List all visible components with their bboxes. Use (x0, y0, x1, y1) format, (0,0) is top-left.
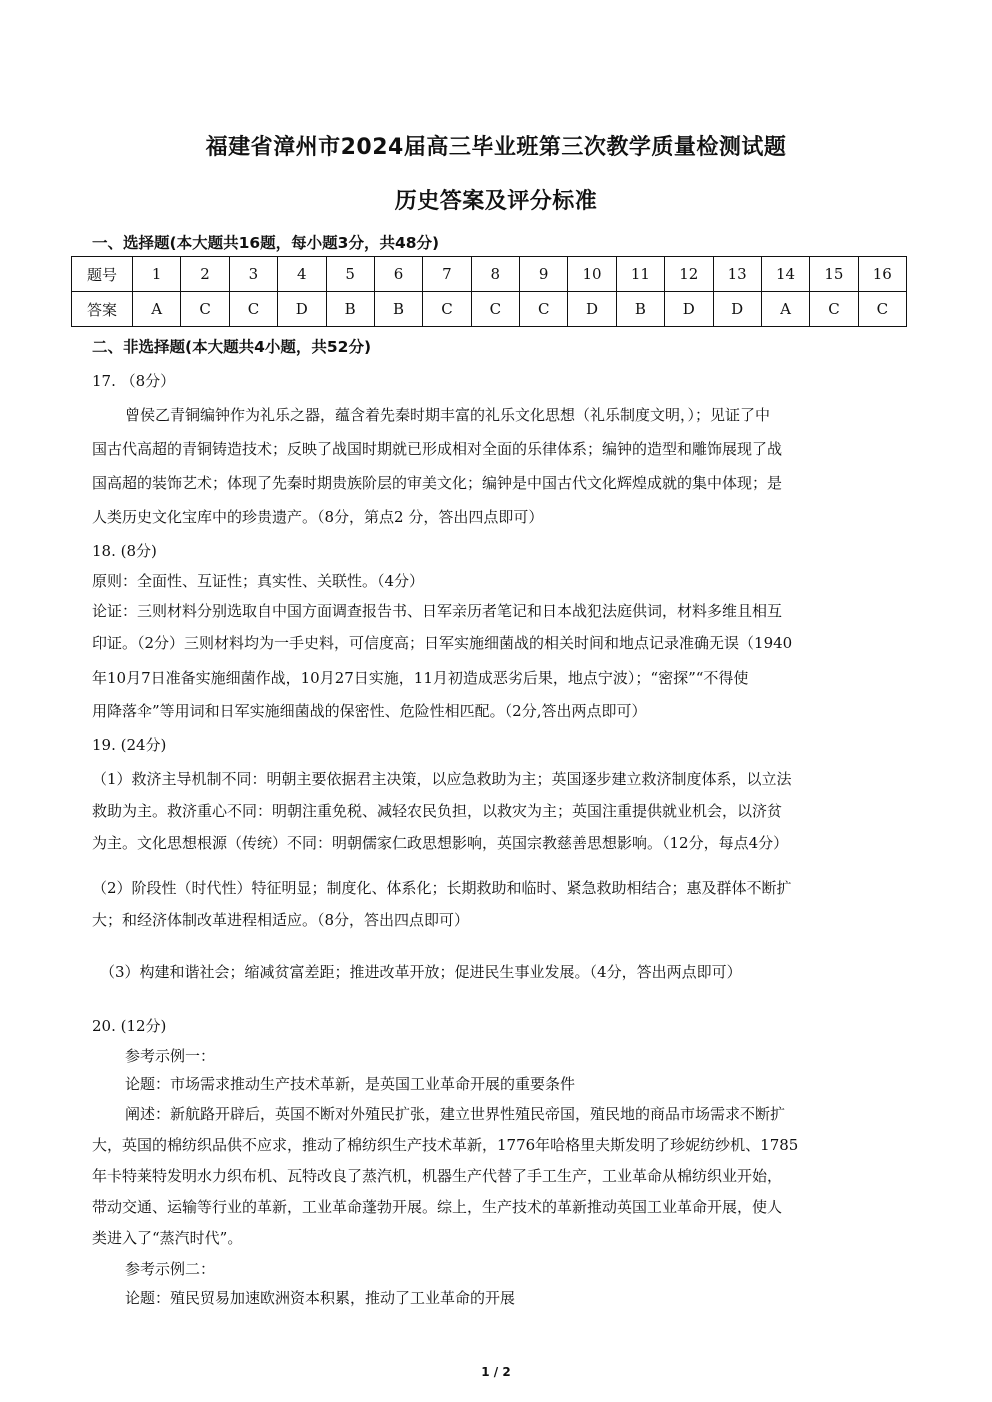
paragraph-line: 印证。（2分）三则材料均为一手史料，可信度高；日军实施细菌战的相关时间和地点记录准确无误（1940 (92, 634, 793, 652)
answer-cell: D (568, 292, 616, 327)
answer-cell: D (278, 292, 326, 327)
answer-cell: C (520, 292, 568, 327)
paragraph-line: 原则：全面性、互证性；真实性、关联性。（4分） (92, 572, 425, 590)
paragraph-line: 曾侯乙青铜编钟作为礼乐之器，蕴含着先秦时期丰富的礼乐文化思想（礼乐制度文明，）；见证了中 (125, 406, 771, 424)
q19-heading: 19. (24分) (92, 736, 167, 754)
question-number-cell: 9 (520, 257, 568, 292)
question-number-cell: 3 (229, 257, 277, 292)
paragraph-line: 年10月7日准备实施细菌作战，10月27日实施，11月初造成恶劣后果，地点宁波）；“密探”“不得使 (92, 669, 749, 687)
topic-line: 论题：殖民贸易加速欧洲资本积累，推动了工业革命的开展 (125, 1289, 516, 1307)
answer-cell: A (761, 292, 809, 327)
example-label: 参考示例二： (125, 1260, 216, 1278)
paragraph-line: 阐述：新航路开辟后，英国不断对外殖民扩张，建立世界性殖民帝国，殖民地的商品市场需求不断扩 (125, 1105, 786, 1123)
table-row-numbers (72, 257, 907, 292)
table-header-cell: 答案 (72, 292, 133, 327)
answer-cell: C (423, 292, 471, 327)
question-number-cell: 7 (423, 257, 471, 292)
answer-cell: C (471, 292, 519, 327)
paragraph-line: 大，英国的棉纺织品供不应求，推动了棉纺织生产技术革新，1776年哈格里夫斯发明了珍妮纺纱机、1785 (92, 1136, 799, 1154)
question-number-cell: 10 (568, 257, 616, 292)
q18-heading: 18. (8分) (92, 542, 157, 560)
paragraph-line: 年卡特莱特发明水力织布机、瓦特改良了蒸汽机，机器生产代替了手工生产，工业革命从棉纺织业开始， (92, 1167, 783, 1185)
question-number-cell: 6 (374, 257, 422, 292)
page-number: 1 / 2 (481, 1365, 511, 1379)
q20-heading: 20. (12分) (92, 1017, 167, 1035)
paragraph-line: 为主。文化思想根源（传统）不同：明朝儒家仁政思想影响，英国宗教慈善思想影响。（12分，每点4分） (92, 834, 789, 852)
answer-cell: C (181, 292, 229, 327)
question-number-cell: 16 (858, 257, 906, 292)
question-number-cell: 8 (471, 257, 519, 292)
table-row-answers (72, 292, 907, 327)
answer-cell: C (229, 292, 277, 327)
section-essay: 二、非选择题(本大题共4小题，共52分) (92, 338, 372, 356)
paragraph-line: 人类历史文化宝库中的珍贵遗产。（8分，第点2 分，答出四点即可） (92, 508, 544, 526)
topic-line: 论题：市场需求推动生产技术革新，是英国工业革命开展的重要条件 (125, 1075, 576, 1093)
paragraph-line: 国古代高超的青铜铸造技术；反映了战国时期就已形成相对全面的乐律体系；编钟的造型和雕饰展现了战 (92, 440, 783, 458)
paragraph-line: 类进入了“蒸汽时代”。 (92, 1229, 243, 1247)
question-number-cell: 11 (616, 257, 664, 292)
question-number-cell: 1 (133, 257, 181, 292)
q17-heading: 17. （8分） (92, 372, 176, 390)
question-number-cell: 5 (326, 257, 374, 292)
paragraph-line: 论证：三则材料分别选取自中国方面调查报告书、日军亲历者笔记和日本战犯法庭供词，材料多维且相互 (92, 602, 783, 620)
answer-cell: B (326, 292, 374, 327)
question-number-cell: 2 (181, 257, 229, 292)
paragraph-line: （3）构建和谐社会；缩减贫富差距；推进改革开放；促进民生事业发展。（4分，答出两点即可） (100, 963, 742, 981)
answer-cell: D (665, 292, 713, 327)
paragraph-line: 国高超的装饰艺术；体现了先秦时期贵族阶层的审美文化；编钟是中国古代文化辉煌成就的集中体现；是 (92, 474, 783, 492)
question-number-cell: 12 (665, 257, 713, 292)
answer-cell: C (858, 292, 906, 327)
answer-cell: A (133, 292, 181, 327)
document-subtitle: 历史答案及评分标准 (394, 189, 598, 214)
answer-cell: C (810, 292, 858, 327)
question-number-cell: 15 (810, 257, 858, 292)
table-header-cell: 题号 (72, 257, 133, 292)
section-multiple-choice: 一、选择题(本大题共16题，每小题3分，共48分) (92, 234, 440, 252)
question-number-cell: 13 (713, 257, 761, 292)
question-number-cell: 4 (278, 257, 326, 292)
answer-cell: D (713, 292, 761, 327)
paragraph-line: （2）阶段性（时代性）特征明显；制度化、体系化；长期救助和临时、紧急救助相结合；惠及群体不断扩 (92, 879, 792, 897)
answer-cell: B (616, 292, 664, 327)
document-title: 福建省漳州市2024届高三毕业班第三次教学质量检测试题 (205, 135, 787, 160)
answer-table (71, 256, 907, 327)
paragraph-line: 用降落伞”等用词和日军实施细菌战的保密性、危险性相匹配。（2分,答出两点即可） (92, 702, 647, 720)
paragraph-line: 救助为主。救济重心不同：明朝注重免税、减轻农民负担，以救灾为主；英国注重提供就业机会，以济贫 (92, 802, 783, 820)
paragraph-line: （1）救济主导机制不同：明朝主要依据君主决策，以应急救助为主；英国逐步建立救济制度体系，以立法 (92, 770, 792, 788)
paragraph-line: 带动交通、运输等行业的革新，工业革命蓬勃开展。综上，生产技术的革新推动英国工业革命开展，使人 (92, 1198, 783, 1216)
paragraph-line: 大；和经济体制改革进程相适应。（8分，答出四点即可） (92, 911, 470, 929)
answer-cell: B (374, 292, 422, 327)
question-number-cell: 14 (761, 257, 809, 292)
example-label: 参考示例一： (125, 1047, 216, 1065)
